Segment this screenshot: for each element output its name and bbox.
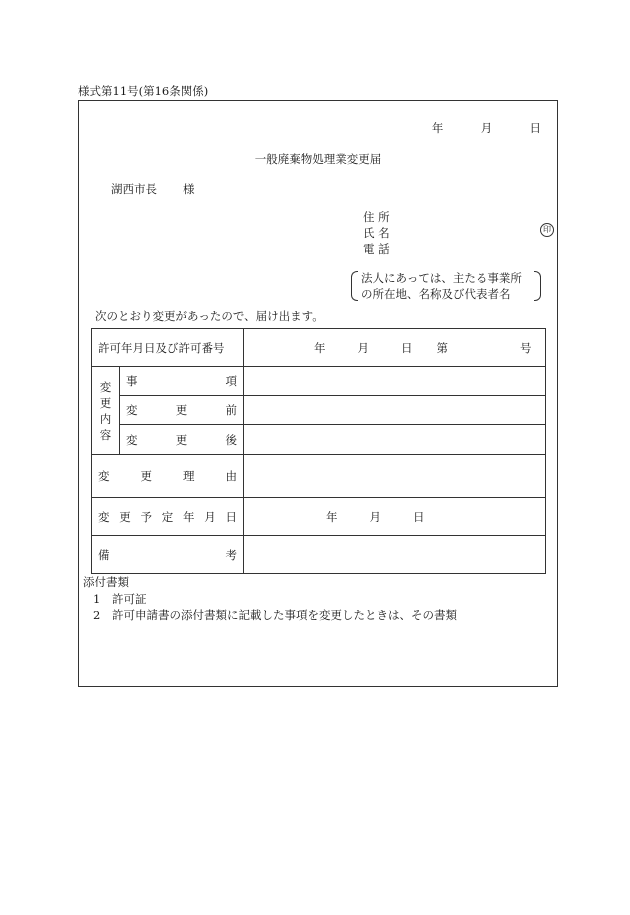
attachment-item-2 (93, 607, 457, 623)
table-row-scheduled (92, 498, 546, 536)
phone-label: 電 話 (363, 242, 390, 256)
change-group-char: 変 (99, 379, 112, 394)
table-row-matter (92, 367, 546, 396)
form-frame (78, 100, 558, 687)
remarks-label (92, 536, 244, 574)
table-row-before (92, 396, 546, 425)
label-char: 後 (225, 432, 237, 447)
date-year: 年 (431, 121, 444, 135)
scheduled-label (92, 498, 244, 536)
label-char: 年 (183, 509, 195, 524)
change-group-char: 容 (99, 427, 112, 442)
table-row-permit (92, 329, 546, 367)
label-char: 考 (225, 547, 237, 562)
label-char: 事 (126, 374, 138, 388)
label-char: 更 (140, 469, 152, 483)
attachment-text: 許可証 (111, 592, 147, 606)
reason-label (92, 455, 244, 498)
permit-year: 年 (314, 340, 326, 355)
attachments-title: 添付書類 (83, 575, 129, 589)
address-label: 住 所 (363, 210, 390, 224)
addressee-suffix: 様 (183, 182, 195, 196)
matter-label (120, 367, 244, 396)
label-char: 変 (98, 509, 110, 524)
label-char: 前 (225, 403, 237, 417)
scheduled-value-cell[interactable] (244, 498, 546, 536)
label-char: 定 (161, 509, 174, 524)
table-row-remarks (92, 536, 546, 574)
corporate-note-line1: 法人にあっては、主たる事業所 (361, 271, 522, 285)
form-title: 一般廃棄物処理業変更届 (254, 152, 382, 166)
after-label (120, 425, 244, 455)
change-content-label (92, 367, 120, 455)
change-group-char: 更 (99, 395, 112, 410)
table-row-reason (92, 455, 546, 498)
attachment-num: 2 (93, 608, 101, 622)
label-char: 予 (140, 509, 152, 524)
scheduled-month: 月 (369, 509, 381, 524)
submission-date (432, 120, 541, 136)
permit-num: 号 (520, 340, 532, 355)
bracket-right (534, 271, 541, 301)
table-row-after (92, 425, 546, 455)
scheduled-day: 日 (413, 509, 425, 524)
permit-label: 許可年月日及び許可番号 (92, 329, 244, 367)
name-label: 氏 名 (363, 226, 390, 240)
form-number: 様式第11号(第16条関係) (78, 84, 209, 98)
date-month: 月 (480, 121, 493, 135)
change-group-char: 内 (99, 411, 112, 426)
intro-text: 次のとおり変更があったので、届け出ます。 (95, 309, 324, 323)
corporate-note (351, 271, 541, 301)
label-char: 理 (183, 469, 195, 483)
permit-day: 日 (401, 340, 413, 355)
attachment-text: 許可申請書の添付書類に記載した事項を変更したときは、その書類 (111, 608, 457, 622)
reason-value[interactable] (244, 455, 546, 498)
attachment-item-1 (93, 591, 146, 607)
label-char: 由 (225, 469, 237, 483)
before-label (120, 396, 244, 425)
before-value[interactable] (244, 396, 546, 425)
date-day: 日 (529, 121, 541, 135)
label-char: 更 (119, 509, 131, 524)
label-char: 月 (204, 509, 216, 524)
label-char: 日 (225, 509, 237, 524)
label-char: 変 (126, 432, 138, 447)
label-char: 変 (126, 403, 138, 417)
addressee (111, 181, 195, 197)
permit-value-cell[interactable] (244, 329, 546, 367)
addressee-name: 湖西市長 (111, 182, 157, 196)
label-char: 備 (98, 547, 110, 562)
change-table (91, 328, 546, 574)
after-value[interactable] (244, 425, 546, 455)
seal-mark: 印 (540, 223, 554, 237)
permit-month: 月 (357, 340, 369, 355)
label-char: 項 (225, 374, 237, 388)
scheduled-year: 年 (326, 509, 338, 524)
label-char: 更 (175, 432, 188, 447)
label-char: 変 (98, 469, 110, 483)
remarks-value[interactable] (244, 536, 546, 574)
bracket-left (351, 271, 358, 301)
corporate-note-line2: の所在地、名称及び代表者名 (361, 287, 511, 301)
matter-value[interactable] (244, 367, 546, 396)
label-char: 更 (175, 403, 188, 417)
attachment-num: 1 (93, 592, 101, 606)
permit-no: 第 (436, 340, 448, 355)
